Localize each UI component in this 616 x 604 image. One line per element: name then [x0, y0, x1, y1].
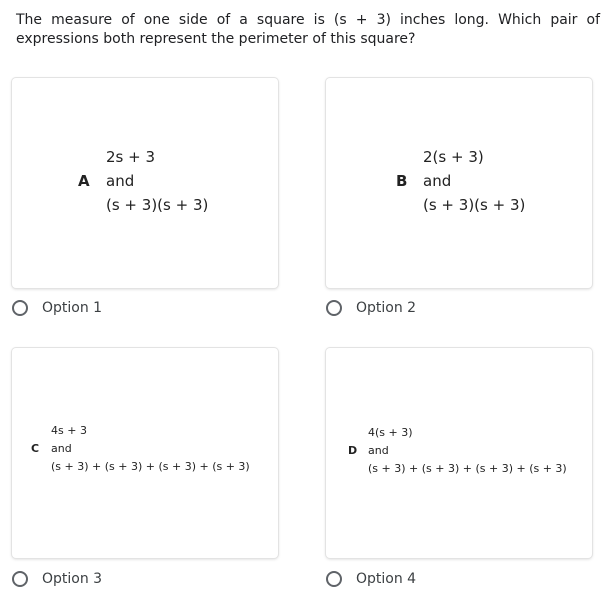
question-text: The measure of one side of a square is (s + 3) inches long. Which pair of expressions both represent the perimeter of this square? [16, 12, 600, 47]
and-label: and [51, 442, 72, 455]
radio-circle-icon[interactable] [326, 571, 342, 587]
choice-image-d[interactable] [326, 348, 592, 558]
choice-letter: C [31, 442, 40, 455]
option-label: Option 4 [356, 571, 417, 587]
and-label: and [368, 444, 389, 457]
expression-2: (s + 3)(s + 3) [106, 196, 209, 214]
expression-2: (s + 3)(s + 3) [423, 196, 526, 214]
expression-1: 4s + 3 [51, 424, 87, 437]
choice-image-c[interactable] [12, 348, 278, 558]
choice-letter: A [78, 172, 90, 190]
option-1-radio[interactable] [12, 300, 102, 316]
choice-image-b[interactable] [326, 78, 592, 288]
choice-letter: B [396, 172, 408, 190]
expression-2: (s + 3) + (s + 3) + (s + 3) + (s + 3) [51, 460, 250, 473]
expression-2: (s + 3) + (s + 3) + (s + 3) + (s + 3) [368, 462, 567, 475]
option-3-radio[interactable] [12, 571, 102, 587]
choice-letter: D [348, 444, 358, 457]
radio-circle-icon[interactable] [12, 571, 28, 587]
expression-1: 2s + 3 [106, 148, 156, 166]
and-label: and [423, 172, 452, 190]
radio-circle-icon[interactable] [326, 300, 342, 316]
option-4-radio[interactable] [326, 571, 416, 587]
choice-image-a[interactable] [12, 78, 278, 288]
option-2-radio[interactable] [326, 300, 416, 316]
expression-1: 2(s + 3) [423, 148, 484, 166]
option-label: Option 3 [42, 571, 103, 587]
and-label: and [106, 172, 135, 190]
radio-circle-icon[interactable] [12, 300, 28, 316]
option-label: Option 1 [42, 300, 103, 316]
option-label: Option 2 [356, 300, 417, 316]
expression-1: 4(s + 3) [368, 426, 413, 439]
